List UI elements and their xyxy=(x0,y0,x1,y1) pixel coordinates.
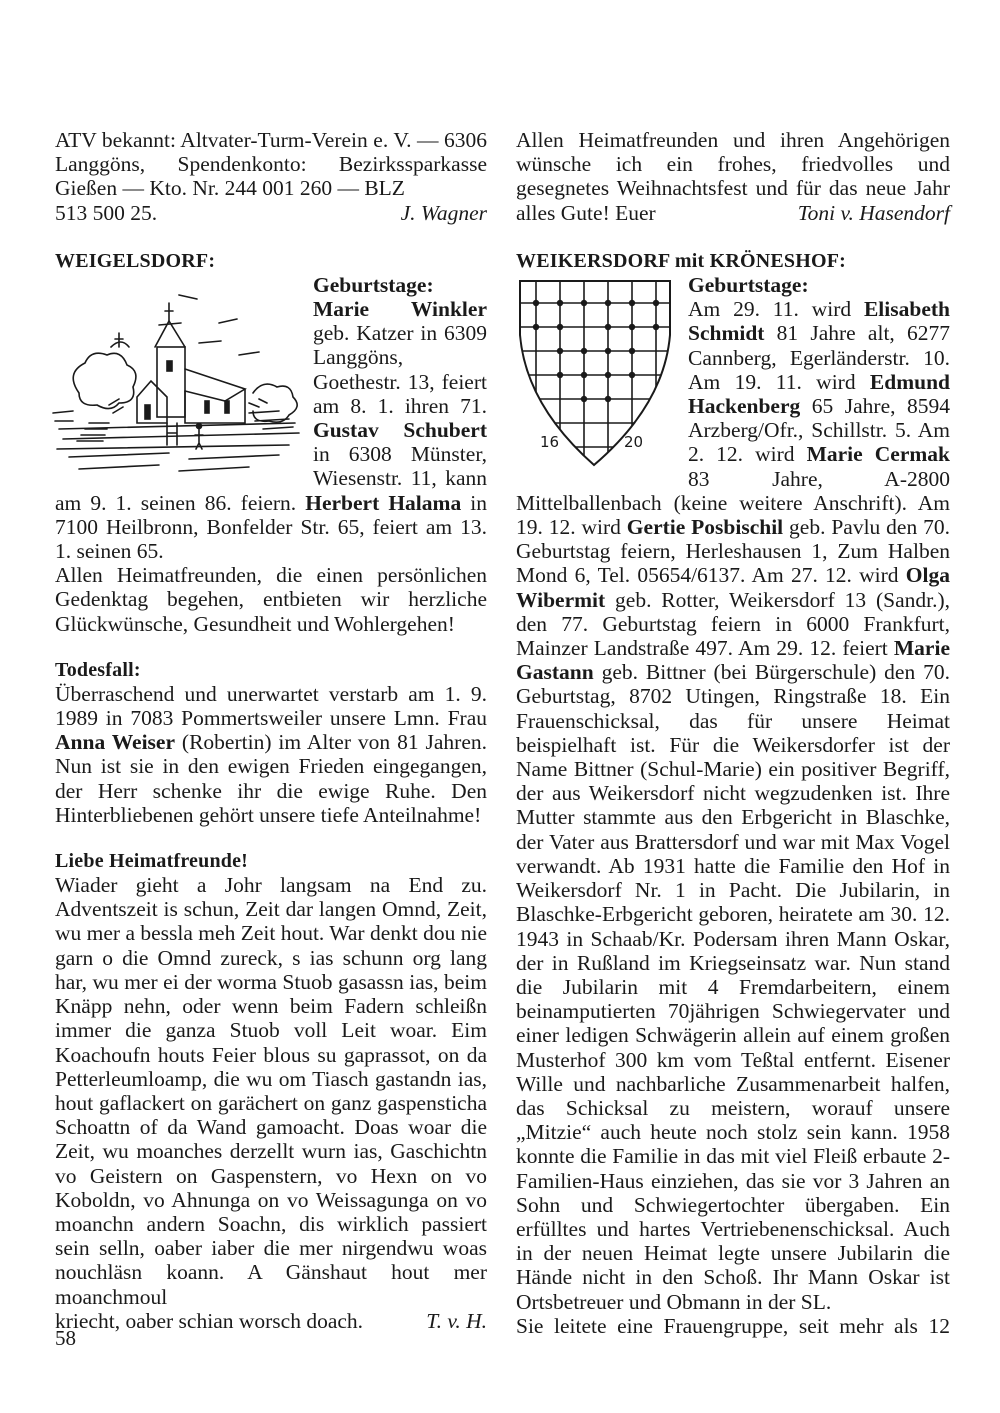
birthday-text: 83 Jahre, A-2800 Mittelballenbach (keine weitere Anschrift). Am 19. 12. wird xyxy=(516,466,950,540)
wishes-text: Allen Heimatfreunden und ihren Angehörigen wünsche ich ein frohes, friedvolles und gesegnetes Weihnachtsfest und für das neue Jahr alles Gute! Euer xyxy=(516,128,950,225)
person-edmund-hackenberg: Edmund Hackenberg xyxy=(688,369,950,419)
person-elisabeth-schmidt: Elisabeth Schmidt xyxy=(688,297,950,346)
birthday-text: Am 29. 11. wird xyxy=(688,297,864,322)
obituary-text: Überraschend und unerwartet verstarb am 1. 9. 1989 in 7083 Pommertsweiler unsere Lmn. Frau xyxy=(55,681,487,731)
blz-number: 513 500 25. xyxy=(55,200,158,225)
letter-section xyxy=(55,849,487,1333)
todesfall-heading: Todesfall: xyxy=(55,658,141,681)
birthday-text: 65 Jahre, 8594 Arzberg/Ofr., Schillstr. 5. Am 2. 12. wird xyxy=(688,394,950,467)
coat-of-arms xyxy=(512,275,680,481)
birthdays-subheading: Geburtstage: xyxy=(313,272,434,297)
person-marie-winkler: Marie Winkler xyxy=(313,297,487,322)
right-column xyxy=(516,128,950,1338)
weigelsdorf-section xyxy=(55,249,487,636)
weikersdorf-last-line: Sie leitete eine Frauengruppe, seit mehr als 12 xyxy=(516,1313,950,1338)
atv-notice-text: ATV bekannt: Altvater-Turm-Verein e. V. — 6306 Langgöns, Spendenkonto: Bezirkssparkasse Gießen — Kto. Nr. 244 001 260 — BLZ xyxy=(55,128,487,201)
todesfall-text xyxy=(55,682,487,827)
person-anna-weiser: Anna Weiser xyxy=(55,730,176,755)
christmas-wishes xyxy=(516,128,950,225)
biography-text: geb. Bittner (bei Bürgerschule) den 70. Geburtstag, 8702 Utingen, Ringstraße 18. Ein Frauenschicksal, das für unsere Heimat beispielhaft ist. Für die Weikersdorfer ist der Name Bittner (Schul-Marie) ein positiver Begriff, der aus Weikersdorf nicht wegzudenken ist. Ihre Mutter stammte aus den Erbgericht in Blaschke, der Vater aus Brattersdorf und war mit Max Vogel verwandt. Ab 1931 hatte die Familie den Hof in Weikersdorf Nr. 1 in Pacht. Die Jubilarin, in Blaschke-Erbgericht geboren, heiratete am 30. 12. 1943 in Schaab/Kr. Podersam ihren Mann Oskar, der in Rußland im Kriegseinsatz war. Nun stand die Jubilarin mit 4 Fremdarbeitern, einem beinamputierten 70jährigen Schwiegervater und einer ledigen Schwägerin allein auf einem großen Musterhof 300 km vom Teßtal entfernt. Eisener Wille und nachbarliche Zusammenarbeit halfen, das Schicksal zu meistern, worauf unsere „Mitzie“ auch heute noch stolz sein kann. 1958 konnte die Familie in das mit viel Fleiß erbaute 2-Familien-Haus einziehen, das sie vor 3 Jahren an Sohn und Schwiegertochter übergaben. Ein erfülltes und hartes Vertriebenenschicksal. Auch in der neuen Heimat legte unsere Jubilarin die Hände nicht in den Schoß. Ihr Mann Oskar ist Ortsbetreuer und Obmann in der SL. xyxy=(516,660,950,1314)
church-village-illustration xyxy=(49,273,307,485)
atv-notice-signature-line xyxy=(55,201,487,225)
weigelsdorf-heading: WEIGELSDORF: xyxy=(55,249,216,272)
birthdays-subheading: Geburtstage: xyxy=(688,273,809,298)
person-olga-wibermit: Olga Wibermit xyxy=(516,563,950,612)
page-number: 58 xyxy=(55,1326,76,1350)
todesfall-section xyxy=(55,658,487,827)
letter-last-line: kriecht, oaber schian worsch doach. xyxy=(55,1308,364,1333)
letter-heading: Liebe Heimatfreunde! xyxy=(55,850,249,873)
year-left: 16 xyxy=(540,433,560,452)
shield-grid-icon xyxy=(512,275,680,475)
signature-j-wagner: J. Wagner xyxy=(400,200,487,225)
birthday-text: geb. Pavlu den 70. Geburtstag feiern, Herleshausen 1, Zum Halben Mond 6, Tel. 05654/6137. Am 27. 12. wird xyxy=(516,515,950,588)
atv-notice xyxy=(55,128,487,225)
obituary-text: (Robertin) im Alter von 81 Jahren. Nun ist sie in den ewigen Frieden eingegangen, der Herr schenke ihr die ewige Ruhe. Den Hinterbliebenen gehört unsere tiefe Anteilnahme! xyxy=(55,730,488,827)
person-gertie-posbischil: Gertie Posbischil xyxy=(626,515,784,540)
birthday-text: 81 Jahre alt, 6277 Cannberg, Egerländerstr. 10. Am 19. 11. wird xyxy=(688,321,950,394)
signature-tvh: T. v. H. xyxy=(426,1308,487,1333)
signature-toni-v-hasendorf: Toni v. Hasendorf xyxy=(797,200,950,225)
weikersdorf-section xyxy=(516,249,950,1338)
left-column xyxy=(55,128,487,1333)
birthday-text: geb. Rotter, Weikersdorf 13 (Sandr.), den 77. Geburtstag feiern in 6000 Frankfurt, Mainzer Landstraße 497. Am 29. 12. feiert xyxy=(516,587,950,661)
church-drawing-icon xyxy=(49,273,307,485)
letter-signature-line xyxy=(55,1309,487,1333)
person-marie-gastann: Marie Gastann xyxy=(516,636,950,685)
person-marie-cermak: Marie Cermak xyxy=(806,442,950,467)
birthday-text: geb. Katzer in 6309 Langgöns, Goethestr. 13, feiert am 8. 1. ihren 71. xyxy=(313,321,487,418)
year-right: 20 xyxy=(624,433,644,452)
weigelsdorf-greeting: Allen Heimatfreunden, die einen persönlichen Gedenktag begehen, entbieten wir herzliche Glückwünsche, Gesundheit und Wohlergehen! xyxy=(55,563,487,636)
person-herbert-halama: Herbert Halama xyxy=(305,490,462,515)
birthday-text: in 6308 Münster, Wiesenstr. 11, kann am 9. 1. seinen 86. feiern. xyxy=(55,442,487,515)
birthday-text: in 7100 Heilbronn, Bonfelder Str. 65, feiert am 13. 1. seinen 65. xyxy=(55,490,487,564)
weikersdorf-heading: WEIKERSDORF mit KRÖNESHOF: xyxy=(516,250,847,273)
person-gustav-schubert: Gustav Schubert xyxy=(313,418,487,443)
dialect-letter-text: Wiader gieht a Johr langsam na End zu. Adventszeit is schun, Zeit dar langen Omnd, Zeit, wu mer a bessla meh Zeit hout. War denkt dou nie garn o die Omnd zureck, s ias schunn org lang har, wu mer ei der worma Stuob gasassn ias, beim Knäpp nehn, oder wenn beim Fadern schleißn immer die ganza Stuob voll Leit woar. Eim Koachoufn houts Feier blous su gaprassot, on da Petterleumloamp, die wu om Tiasch gastandn ias, hout gaflackert on garächert on ganz gaspensticha Schoattn of da Wand gamoacht. Doas woar die Zeit, wu moanches derzellt wurn ias, Gaschichtn vo Geistern on Gaspenstern, vo Hexn on vo Koboldn, vo Ahnunga on vo Weissagunga on vo moanchn andern Soachn, dis wirklich passiert sein selln, oaber iaber die mer nirgendwu woas nouchläsn koann. A Gänshaut hout mer moanchmoul xyxy=(55,873,487,1309)
